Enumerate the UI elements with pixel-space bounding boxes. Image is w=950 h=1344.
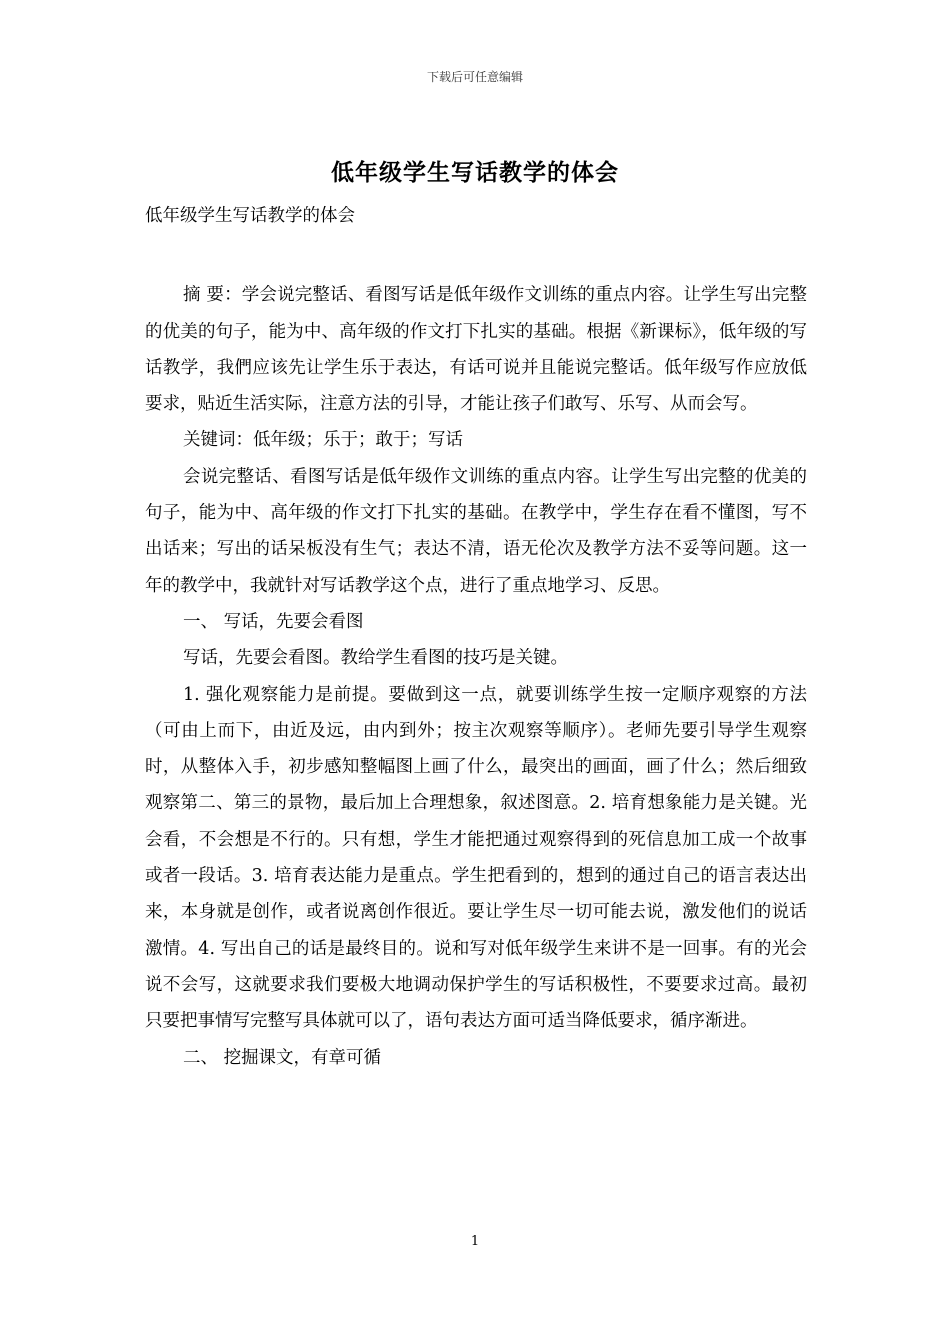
keywords-line: 关键词：低年级；乐于；敢于；写话 — [183, 430, 463, 451]
abstract-paragraph: 摘 要：学会说完整话、看图写话是低年级作文训练的重点内容。让学生写出完整的优美的句子，能为中、高年级的作文打下扎实的基础。根据《新课标》，低年级的写话教学，我們应该先让学生乐于表达，有话可说并且能说完整话。低年级写作应放低要求，贴近生活实际，注意方法的引导，才能让孩子们敢写、乐写、从而会写。 — [145, 285, 807, 415]
section-1-heading: 一、 写话，先要会看图 — [183, 611, 364, 632]
section-2-heading: 二、 挖掘课文，有章可循 — [183, 1047, 382, 1068]
document-title: 低年级学生写话教学的体会 — [331, 159, 619, 186]
page-header-note: 下载后可任意编辑 — [426, 70, 523, 84]
spacer — [145, 234, 807, 277]
document-body — [145, 198, 807, 1076]
page-number: 1 — [470, 1234, 480, 1249]
section-1-body: 1. 强化观察能力是前提。要做到这一点，就要训练学生按一定顺序观察的方法（可由上而下，由近及远，由内到外；按主次观察等顺序）。老师先要引导学生观察时，从整体入手，初步感知整幅图上画了什么，最突出的画面，画了什么；然后细致观察第二、第三的景物，最后加上合理想象，叙述图意。2. 培育想象能力是关键。光会看，不会想是不行的。只有想，学生才能把通过观察得到的死信息加工成一个故事或者一段话。3. 培育表达能力是重点。学生把看到的，想到的通过自己的语言表达出来，本身就是创作，或者说离创作很近。要让学生尽一切可能去说，激发他们的说话激情。4. 写出自己的话是最终目的。说和写对低年级学生来讲不是一回事。有的光会说不会写，这就要求我们要极大地调动保护学生的写话积极性，不要要求过高。最初只要把事情写完整写具体就可以了，语句表达方面可适当降低要求，循序渐进。 — [145, 684, 807, 1032]
section-1-lead: 写话，先要会看图。教给学生看图的技巧是关键。 — [183, 648, 568, 669]
intro-paragraph: 会说完整话、看图写话是低年级作文训练的重点内容。让学生写出完整的优美的句子，能为中、高年级的作文打下扎实的基础。在教学中，学生存在看不懂图，写不出话来；写出的话呆板没有生气；表达不清，语无伦次及教学方法不妥等问题。这一年的教学中，我就针对写话教学这个点，进行了重点地学习、反思。 — [145, 466, 807, 596]
subtitle: 低年级学生写话教学的体会 — [145, 206, 355, 226]
